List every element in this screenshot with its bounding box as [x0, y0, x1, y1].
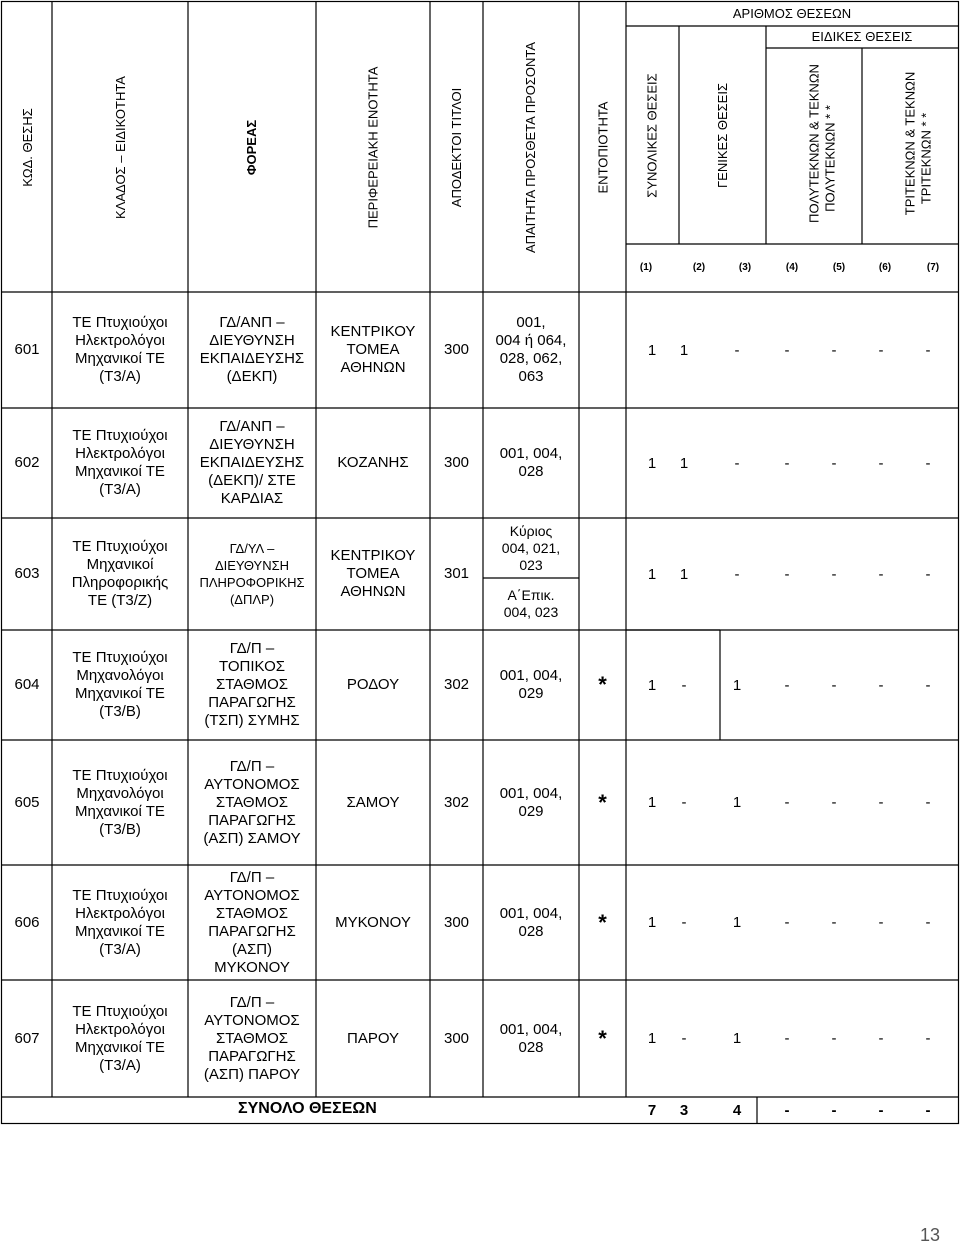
- header-triteknon: ΤΡΙΤΕΚΝΩΝ & ΤΕΚΝΩΝ ΤΡΙΤΕΚΝΩΝ * *: [902, 71, 934, 216]
- count-5: -: [831, 1030, 837, 1047]
- count-1: 1: [647, 454, 657, 472]
- count-4: -: [784, 914, 790, 931]
- count-1: 1: [647, 1030, 657, 1047]
- row-perifereia: ΚΟΖΑΝΗΣ: [337, 454, 409, 471]
- count-5: -: [831, 794, 837, 811]
- count-6: -: [878, 914, 884, 931]
- row-titloi: 300: [443, 1029, 470, 1047]
- row-klados: ΤΕ Πτυχιούχοι Ηλεκτρολόγοι Μηχανικοί ΤΕ (Τ3/Α): [72, 314, 168, 385]
- page-number: 13: [919, 1225, 940, 1245]
- header-foreas: ΦΟΡΕΑΣ: [244, 119, 260, 175]
- row-klados: ΤΕ Πτυχιούχοι Ηλεκτρολόγοι Μηχανικοί ΤΕ (Τ3/Α): [72, 1002, 168, 1074]
- row-entopiotita: *: [598, 672, 607, 697]
- total-label: ΣΥΝΟΛΟ ΘΕΣΕΩΝ: [238, 1100, 377, 1117]
- row-klados: ΤΕ Πτυχιούχοι Ηλεκτρολόγοι Μηχανικοί ΤΕ (Τ3/Α): [72, 427, 168, 498]
- count-5: -: [831, 676, 837, 694]
- row-titloi: 302: [443, 676, 470, 693]
- row-code: 602: [14, 454, 40, 471]
- row-foreas: ΓΔ/Π – ΑΥΤΟΝΟΜΟΣ ΣΤΑΘΜΟΣ ΠΑΡΑΓΩΓΗΣ (ΑΣΠ) ΠΑΡΟΥ: [203, 993, 301, 1083]
- header-apaitoumena-prosonta: ΑΠΑΙΤΗΤΑ ΠΡΟΣΘΕΤΑ ΠΡΟΣΟΝΤΑ: [523, 41, 539, 253]
- row-prosonta: 001, 004, 029: [499, 667, 563, 702]
- count-2: 1: [679, 565, 689, 583]
- row-perifereia: ΜΥΚΟΝΟΥ: [335, 913, 411, 931]
- total-count-5: -: [831, 1101, 837, 1119]
- col-number-6: (6): [878, 262, 892, 273]
- col-number-7: (7): [926, 262, 940, 273]
- row-code: 605: [14, 793, 40, 811]
- count-2: -: [681, 914, 687, 931]
- col-number-5: (5): [832, 262, 846, 273]
- header-synolikes-theseis: ΣΥΝΟΛΙΚΕΣ ΘΕΣΕΙΣ: [645, 72, 660, 198]
- count-1: 1: [647, 341, 657, 359]
- count-6: -: [878, 454, 884, 472]
- header-entopiotita: ΕΝΤΟΠΙΟΤΗΤΑ: [595, 101, 610, 193]
- row-titloi: 300: [443, 341, 470, 358]
- count-7: -: [925, 565, 931, 583]
- count-1: 1: [647, 565, 657, 583]
- row-klados: ΤΕ Πτυχιούχοι Μηχανολόγοι Μηχανικοί ΤΕ (Τ3/Β): [72, 766, 168, 838]
- count-6: -: [878, 794, 884, 811]
- total-count-3: 4: [732, 1101, 742, 1119]
- row-titloi: 300: [443, 913, 470, 931]
- count-5: -: [831, 454, 837, 472]
- col-number-3: (3): [738, 262, 752, 273]
- row-perifereia: ΣΑΜΟΥ: [346, 793, 400, 811]
- col-number-4: (4): [785, 262, 799, 273]
- row-titloi: 302: [443, 793, 470, 811]
- count-4: -: [784, 565, 790, 583]
- count-4: -: [784, 676, 790, 694]
- count-3: -: [734, 565, 740, 583]
- row-foreas: ΓΔ/ΑΝΠ – ΔΙΕΥΘΥΝΣΗ ΕΚΠΑΙΔΕΥΣΗΣ (ΔΕΚΠ): [199, 314, 305, 385]
- row-foreas: ΓΔ/ΥΛ – ΔΙΕΥΘΥΝΣΗ ΠΛΗΡΟΦΟΡΙΚΗΣ (ΔΠΛΡ): [199, 541, 305, 607]
- count-5: -: [831, 565, 837, 583]
- row-code: 603: [14, 565, 40, 582]
- count-7: -: [925, 914, 931, 931]
- count-4: -: [784, 1030, 790, 1047]
- row-prosonta: 001, 004 ή 064, 028, 062, 063: [495, 314, 567, 385]
- count-7: -: [925, 1030, 931, 1047]
- row-counts: [626, 740, 958, 865]
- count-3: -: [734, 454, 740, 472]
- row-counts: [626, 630, 958, 740]
- count-3: 1: [732, 914, 742, 931]
- row-foreas: ΓΔ/Π – ΤΟΠΙΚΟΣ ΣΤΑΘΜΟΣ ΠΑΡΑΓΩΓΗΣ (ΤΣΠ) ΣΥΜΗΣ: [204, 640, 300, 729]
- count-4: -: [784, 341, 790, 359]
- row-code: 604: [14, 676, 40, 693]
- row-counts: [626, 865, 958, 980]
- row-entopiotita: [579, 292, 626, 408]
- row-titloi: 301: [443, 565, 470, 582]
- count-3: -: [734, 341, 740, 359]
- header-genikes-theseis: ΓΕΝΙΚΕΣ ΘΕΣΕΙΣ: [715, 82, 730, 188]
- total-count-4: -: [784, 1101, 790, 1119]
- row-perifereia: ΚΕΝΤΡΙΚΟΥ ΤΟΜΕΑ ΑΘΗΝΩΝ: [330, 323, 416, 376]
- row-entopiotita: [579, 408, 626, 518]
- count-7: -: [925, 454, 931, 472]
- row-foreas: ΓΔ/Π – ΑΥΤΟΝΟΜΟΣ ΣΤΑΘΜΟΣ ΠΑΡΑΓΩΓΗΣ (ΑΣΠ) ΣΑΜΟΥ: [203, 757, 301, 847]
- row-prosonta: 001, 004, 028: [499, 445, 563, 480]
- total-count-1: 7: [647, 1101, 657, 1119]
- row-prosonta-kyrios: Κύριος 004, 021, 023: [501, 522, 561, 573]
- count-1: 1: [647, 794, 657, 811]
- count-1: 1: [647, 676, 657, 694]
- header-perifereiaki-enotita: ΠΕΡΙΦΕΡΕΙΑΚΗ ΕΝΟΤΗΤΑ: [365, 66, 381, 228]
- row-klados: ΤΕ Πτυχιούχοι Ηλεκτρολόγοι Μηχανικοί ΤΕ (Τ3/Α): [72, 886, 168, 958]
- count-2: -: [681, 676, 687, 694]
- count-2: 1: [679, 341, 689, 359]
- row-counts: [626, 292, 958, 408]
- col-number-2: (2): [692, 262, 706, 273]
- count-6: -: [878, 341, 884, 359]
- header-polyteknon: ΠΟΛΥΤΕΚΝΩΝ & ΤΕΚΝΩΝ ΠΟΛΥΤΕΚΝΩΝ * *: [806, 64, 838, 223]
- count-2: -: [681, 794, 687, 811]
- row-perifereia: ΡΟΔΟΥ: [346, 676, 400, 693]
- row-code: 601: [14, 341, 40, 358]
- header-eidikes-theseis: ΕΙΔΙΚΕΣ ΘΕΣΕΙΣ: [811, 29, 913, 44]
- row-entopiotita: *: [598, 789, 607, 815]
- row-perifereia: ΚΕΝΤΡΙΚΟΥ ΤΟΜΕΑ ΑΘΗΝΩΝ: [330, 547, 416, 600]
- header-klados: ΚΛΑΔΟΣ – ΕΙΔΙΚΟΤΗΤΑ: [112, 75, 128, 219]
- total-count-7: -: [925, 1101, 931, 1119]
- header-apodektoi-titloi: ΑΠΟΔΕΚΤΟΙ ΤΙΤΛΟΙ: [449, 87, 464, 207]
- row-code: 606: [14, 913, 40, 931]
- row-counts: [626, 980, 958, 1097]
- count-5: -: [831, 341, 837, 359]
- count-1: 1: [647, 914, 657, 931]
- row-entopiotita: *: [598, 909, 607, 935]
- row-prosonta: 001, 004, 029: [499, 784, 563, 820]
- row-counts: [626, 408, 958, 518]
- count-6: -: [878, 565, 884, 583]
- count-4: -: [784, 794, 790, 811]
- total-count-6: -: [878, 1101, 884, 1119]
- row-klados: ΤΕ Πτυχιούχοι Μηχανολόγοι Μηχανικοί ΤΕ (Τ3/Β): [72, 649, 168, 720]
- row-klados: ΤΕ Πτυχιούχοι Μηχανικοί Πληροφορικής ΤΕ (Τ3/Ζ): [71, 538, 169, 609]
- count-7: -: [925, 676, 931, 694]
- row-entopiotita: *: [598, 1025, 607, 1051]
- count-6: -: [878, 676, 884, 694]
- header-kod-thesis: ΚΩΔ. ΘΕΣΗΣ: [19, 107, 35, 187]
- row-prosonta: 001, 004, 028: [499, 904, 563, 940]
- count-7: -: [925, 794, 931, 811]
- row-perifereia: ΠΑΡΟΥ: [346, 1029, 400, 1047]
- total-counts: [626, 1097, 958, 1123]
- count-7: -: [925, 341, 931, 359]
- total-count-2: 3: [679, 1101, 689, 1119]
- row-entopiotita: [579, 518, 626, 630]
- row-prosonta: 001, 004, 028: [499, 1020, 563, 1056]
- count-3: 1: [732, 1030, 742, 1047]
- header-arithmos-theseon: ΑΡΙΘΜΟΣ ΘΕΣΕΩΝ: [732, 6, 852, 21]
- count-3: 1: [732, 676, 742, 694]
- row-foreas: ΓΔ/Π – ΑΥΤΟΝΟΜΟΣ ΣΤΑΘΜΟΣ ΠΑΡΑΓΩΓΗΣ (ΑΣΠ) ΜΥΚΟΝΟΥ: [204, 868, 300, 976]
- col-number-1: (1): [639, 262, 653, 273]
- count-6: -: [878, 1030, 884, 1047]
- count-2: 1: [679, 454, 689, 472]
- count-2: -: [681, 1030, 687, 1047]
- row-titloi: 300: [443, 454, 470, 471]
- count-5: -: [831, 914, 837, 931]
- row-foreas: ΓΔ/ΑΝΠ – ΔΙΕΥΘΥΝΣΗ ΕΚΠΑΙΔΕΥΣΗΣ (ΔΕΚΠ)/ ΣΤΕ ΚΑΡΔΙΑΣ: [199, 418, 305, 507]
- count-4: -: [784, 454, 790, 472]
- count-3: 1: [732, 794, 742, 811]
- row-code: 607: [14, 1029, 40, 1047]
- row-counts: [626, 518, 958, 630]
- row-prosonta-epik: Α΄Επικ. 004, 023: [503, 587, 559, 620]
